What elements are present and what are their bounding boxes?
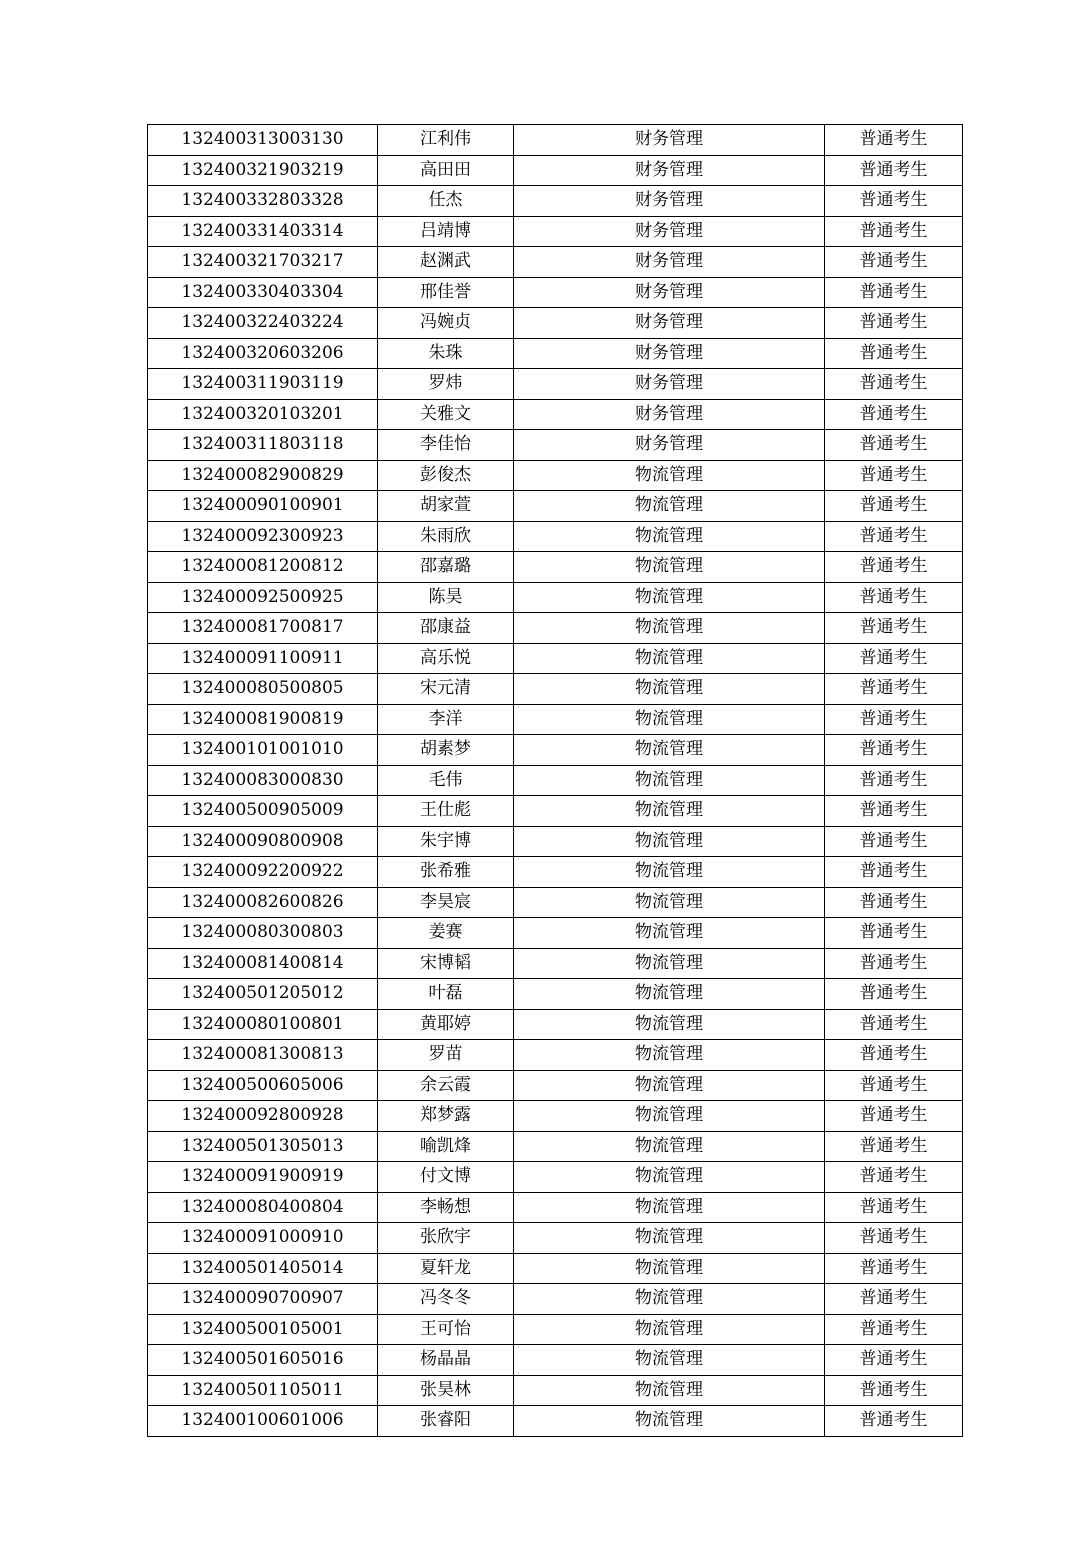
candidate-type-cell: 普通考生 [825,979,963,1010]
candidate-name-cell: 杨晶晶 [378,1345,514,1376]
candidate-name-cell: 张欣宇 [378,1223,514,1254]
exam-number-cell: 132400092200922 [148,857,378,888]
candidate-name-cell: 胡素梦 [378,735,514,766]
exam-number-cell: 132400100601006 [148,1406,378,1437]
table-row [148,979,963,1010]
major-cell: 物流管理 [514,1101,825,1132]
major-cell: 财务管理 [514,338,825,369]
candidate-name-cell: 邢佳誉 [378,277,514,308]
candidate-name-cell: 胡家萱 [378,491,514,522]
table-row [148,704,963,735]
exam-number-cell: 132400081400814 [148,948,378,979]
table-row [148,796,963,827]
candidate-type-cell: 普通考生 [825,918,963,949]
candidate-type-cell: 普通考生 [825,1192,963,1223]
major-cell: 物流管理 [514,1070,825,1101]
major-cell: 财务管理 [514,430,825,461]
table-row [148,735,963,766]
exam-number-cell: 132400082900829 [148,460,378,491]
candidate-name-cell: 夏轩龙 [378,1253,514,1284]
major-cell: 财务管理 [514,125,825,156]
candidate-type-cell: 普通考生 [825,674,963,705]
major-cell: 财务管理 [514,399,825,430]
table-row [148,491,963,522]
candidate-type-cell: 普通考生 [825,613,963,644]
candidate-name-cell: 宋元清 [378,674,514,705]
exam-number-cell: 132400080500805 [148,674,378,705]
table-row [148,674,963,705]
candidate-name-cell: 罗苗 [378,1040,514,1071]
candidate-name-cell: 邵嘉璐 [378,552,514,583]
table-row [148,643,963,674]
exam-number-cell: 132400080400804 [148,1192,378,1223]
candidate-type-cell: 普通考生 [825,1314,963,1345]
exam-number-cell: 132400080100801 [148,1009,378,1040]
candidate-type-cell: 普通考生 [825,1375,963,1406]
candidate-type-cell: 普通考生 [825,1040,963,1071]
table-row [148,186,963,217]
candidate-name-cell: 宋博韬 [378,948,514,979]
exam-number-cell: 132400090100901 [148,491,378,522]
table-row [148,247,963,278]
candidate-name-cell: 陈昊 [378,582,514,613]
major-cell: 物流管理 [514,918,825,949]
major-cell: 物流管理 [514,1223,825,1254]
major-cell: 物流管理 [514,1345,825,1376]
major-cell: 物流管理 [514,460,825,491]
exam-number-cell: 132400101001010 [148,735,378,766]
table-row [148,369,963,400]
candidate-name-cell: 郑梦露 [378,1101,514,1132]
candidate-name-cell: 邵康益 [378,613,514,644]
candidate-type-cell: 普通考生 [825,1070,963,1101]
candidate-type-cell: 普通考生 [825,277,963,308]
table-row [148,155,963,186]
exam-number-cell: 132400331403314 [148,216,378,247]
major-cell: 物流管理 [514,826,825,857]
exam-number-cell: 132400332803328 [148,186,378,217]
exam-number-cell: 132400501205012 [148,979,378,1010]
candidate-name-cell: 罗炜 [378,369,514,400]
table-row [148,521,963,552]
candidate-name-cell: 关雅文 [378,399,514,430]
table-row [148,1406,963,1437]
candidate-name-cell: 张睿阳 [378,1406,514,1437]
major-cell: 物流管理 [514,1406,825,1437]
candidate-type-cell: 普通考生 [825,948,963,979]
exam-number-cell: 132400092500925 [148,582,378,613]
candidate-name-cell: 叶磊 [378,979,514,1010]
major-cell: 物流管理 [514,1131,825,1162]
candidate-type-cell: 普通考生 [825,1131,963,1162]
major-cell: 物流管理 [514,613,825,644]
table-row [148,1009,963,1040]
table-row [148,765,963,796]
candidate-name-cell: 高乐悦 [378,643,514,674]
candidate-type-cell: 普通考生 [825,1162,963,1193]
candidate-type-cell: 普通考生 [825,582,963,613]
exam-number-cell: 132400081300813 [148,1040,378,1071]
candidate-name-cell: 李佳怡 [378,430,514,461]
major-cell: 物流管理 [514,552,825,583]
candidate-type-cell: 普通考生 [825,1223,963,1254]
major-cell: 物流管理 [514,857,825,888]
exam-number-cell: 132400091900919 [148,1162,378,1193]
exam-number-cell: 132400330403304 [148,277,378,308]
major-cell: 财务管理 [514,369,825,400]
table-row [148,857,963,888]
major-cell: 物流管理 [514,1040,825,1071]
candidate-name-cell: 付文博 [378,1162,514,1193]
candidate-name-cell: 江利伟 [378,125,514,156]
candidate-name-cell: 彭俊杰 [378,460,514,491]
candidate-type-cell: 普通考生 [825,765,963,796]
major-cell: 物流管理 [514,765,825,796]
candidate-name-cell: 黄耶婷 [378,1009,514,1040]
exam-number-cell: 132400080300803 [148,918,378,949]
table-row [148,552,963,583]
major-cell: 财务管理 [514,308,825,339]
table-row [148,1070,963,1101]
candidate-type-cell: 普通考生 [825,826,963,857]
major-cell: 财务管理 [514,277,825,308]
major-cell: 物流管理 [514,735,825,766]
candidate-type-cell: 普通考生 [825,308,963,339]
major-cell: 物流管理 [514,521,825,552]
candidate-name-cell: 李昊宸 [378,887,514,918]
table-row [148,1131,963,1162]
exam-number-cell: 132400081900819 [148,704,378,735]
major-cell: 物流管理 [514,1253,825,1284]
candidate-type-cell: 普通考生 [825,247,963,278]
candidate-name-cell: 朱雨欣 [378,521,514,552]
table-row [148,1314,963,1345]
candidate-name-cell: 冯冬冬 [378,1284,514,1315]
exam-number-cell: 132400501605016 [148,1345,378,1376]
table-row [148,1101,963,1132]
candidate-type-cell: 普通考生 [825,1101,963,1132]
table-row [148,948,963,979]
candidate-type-cell: 普通考生 [825,887,963,918]
candidate-name-cell: 朱宇博 [378,826,514,857]
table-row [148,918,963,949]
candidate-name-cell: 张昊林 [378,1375,514,1406]
major-cell: 物流管理 [514,1162,825,1193]
exam-number-cell: 132400321903219 [148,155,378,186]
exam-number-cell: 132400500105001 [148,1314,378,1345]
candidate-type-cell: 普通考生 [825,521,963,552]
exam-number-cell: 132400501305013 [148,1131,378,1162]
candidate-type-cell: 普通考生 [825,430,963,461]
major-cell: 物流管理 [514,887,825,918]
major-cell: 物流管理 [514,1009,825,1040]
table-row [148,826,963,857]
candidate-type-cell: 普通考生 [825,125,963,156]
candidate-name-cell: 任杰 [378,186,514,217]
candidate-type-cell: 普通考生 [825,338,963,369]
candidate-name-cell: 高田田 [378,155,514,186]
candidate-name-cell: 喻凯烽 [378,1131,514,1162]
exam-number-cell: 132400321703217 [148,247,378,278]
candidate-type-cell: 普通考生 [825,369,963,400]
exam-number-cell: 132400092800928 [148,1101,378,1132]
table-row [148,1284,963,1315]
candidate-type-cell: 普通考生 [825,491,963,522]
candidate-name-cell: 王可怡 [378,1314,514,1345]
exam-number-cell: 132400090800908 [148,826,378,857]
exam-number-cell: 132400081700817 [148,613,378,644]
candidate-type-cell: 普通考生 [825,704,963,735]
exam-number-cell: 132400083000830 [148,765,378,796]
table-row [148,887,963,918]
major-cell: 财务管理 [514,216,825,247]
exam-number-cell: 132400500905009 [148,796,378,827]
exam-number-cell: 132400091000910 [148,1223,378,1254]
major-cell: 物流管理 [514,491,825,522]
table-row [148,1253,963,1284]
candidate-type-cell: 普通考生 [825,552,963,583]
major-cell: 财务管理 [514,186,825,217]
major-cell: 物流管理 [514,1375,825,1406]
exam-number-cell: 132400313003130 [148,125,378,156]
exam-number-cell: 132400092300923 [148,521,378,552]
exam-number-cell: 132400322403224 [148,308,378,339]
table-row [148,1375,963,1406]
candidate-name-cell: 姜赛 [378,918,514,949]
table-row [148,125,963,156]
major-cell: 物流管理 [514,948,825,979]
candidate-name-cell: 冯婉贞 [378,308,514,339]
table-row [148,1162,963,1193]
major-cell: 财务管理 [514,155,825,186]
exam-number-cell: 132400311903119 [148,369,378,400]
candidate-type-cell: 普通考生 [825,216,963,247]
exam-number-cell: 132400081200812 [148,552,378,583]
table-row [148,277,963,308]
candidate-table-body [148,125,963,1437]
table-row [148,399,963,430]
exam-number-cell: 132400320603206 [148,338,378,369]
major-cell: 物流管理 [514,796,825,827]
exam-number-cell: 132400091100911 [148,643,378,674]
exam-number-cell: 132400311803118 [148,430,378,461]
table-row [148,216,963,247]
table-row [148,460,963,491]
candidate-type-cell: 普通考生 [825,1253,963,1284]
table-row [148,1040,963,1071]
candidate-name-cell: 余云霞 [378,1070,514,1101]
major-cell: 物流管理 [514,1192,825,1223]
table-row [148,338,963,369]
candidate-type-cell: 普通考生 [825,399,963,430]
exam-number-cell: 132400090700907 [148,1284,378,1315]
candidate-table [147,124,963,1437]
table-row [148,430,963,461]
candidate-name-cell: 吕靖博 [378,216,514,247]
exam-number-cell: 132400501405014 [148,1253,378,1284]
candidate-type-cell: 普通考生 [825,155,963,186]
table-row [148,1192,963,1223]
exam-number-cell: 132400320103201 [148,399,378,430]
candidate-name-cell: 毛伟 [378,765,514,796]
major-cell: 物流管理 [514,674,825,705]
candidate-name-cell: 王仕彪 [378,796,514,827]
candidate-type-cell: 普通考生 [825,460,963,491]
candidate-type-cell: 普通考生 [825,796,963,827]
candidate-type-cell: 普通考生 [825,643,963,674]
table-row [148,1223,963,1254]
candidate-name-cell: 朱珠 [378,338,514,369]
candidate-name-cell: 李洋 [378,704,514,735]
major-cell: 财务管理 [514,247,825,278]
table-row [148,613,963,644]
major-cell: 物流管理 [514,1284,825,1315]
candidate-type-cell: 普通考生 [825,735,963,766]
table-row [148,1345,963,1376]
exam-number-cell: 132400500605006 [148,1070,378,1101]
candidate-type-cell: 普通考生 [825,1009,963,1040]
candidate-type-cell: 普通考生 [825,1406,963,1437]
candidate-name-cell: 赵渊武 [378,247,514,278]
table-row [148,308,963,339]
major-cell: 物流管理 [514,1314,825,1345]
major-cell: 物流管理 [514,643,825,674]
major-cell: 物流管理 [514,582,825,613]
exam-number-cell: 132400501105011 [148,1375,378,1406]
candidate-name-cell: 张希雅 [378,857,514,888]
candidate-type-cell: 普通考生 [825,1284,963,1315]
major-cell: 物流管理 [514,979,825,1010]
candidate-type-cell: 普通考生 [825,857,963,888]
exam-number-cell: 132400082600826 [148,887,378,918]
table-row [148,582,963,613]
candidate-name-cell: 李畅想 [378,1192,514,1223]
candidate-type-cell: 普通考生 [825,186,963,217]
candidate-type-cell: 普通考生 [825,1345,963,1376]
major-cell: 物流管理 [514,704,825,735]
